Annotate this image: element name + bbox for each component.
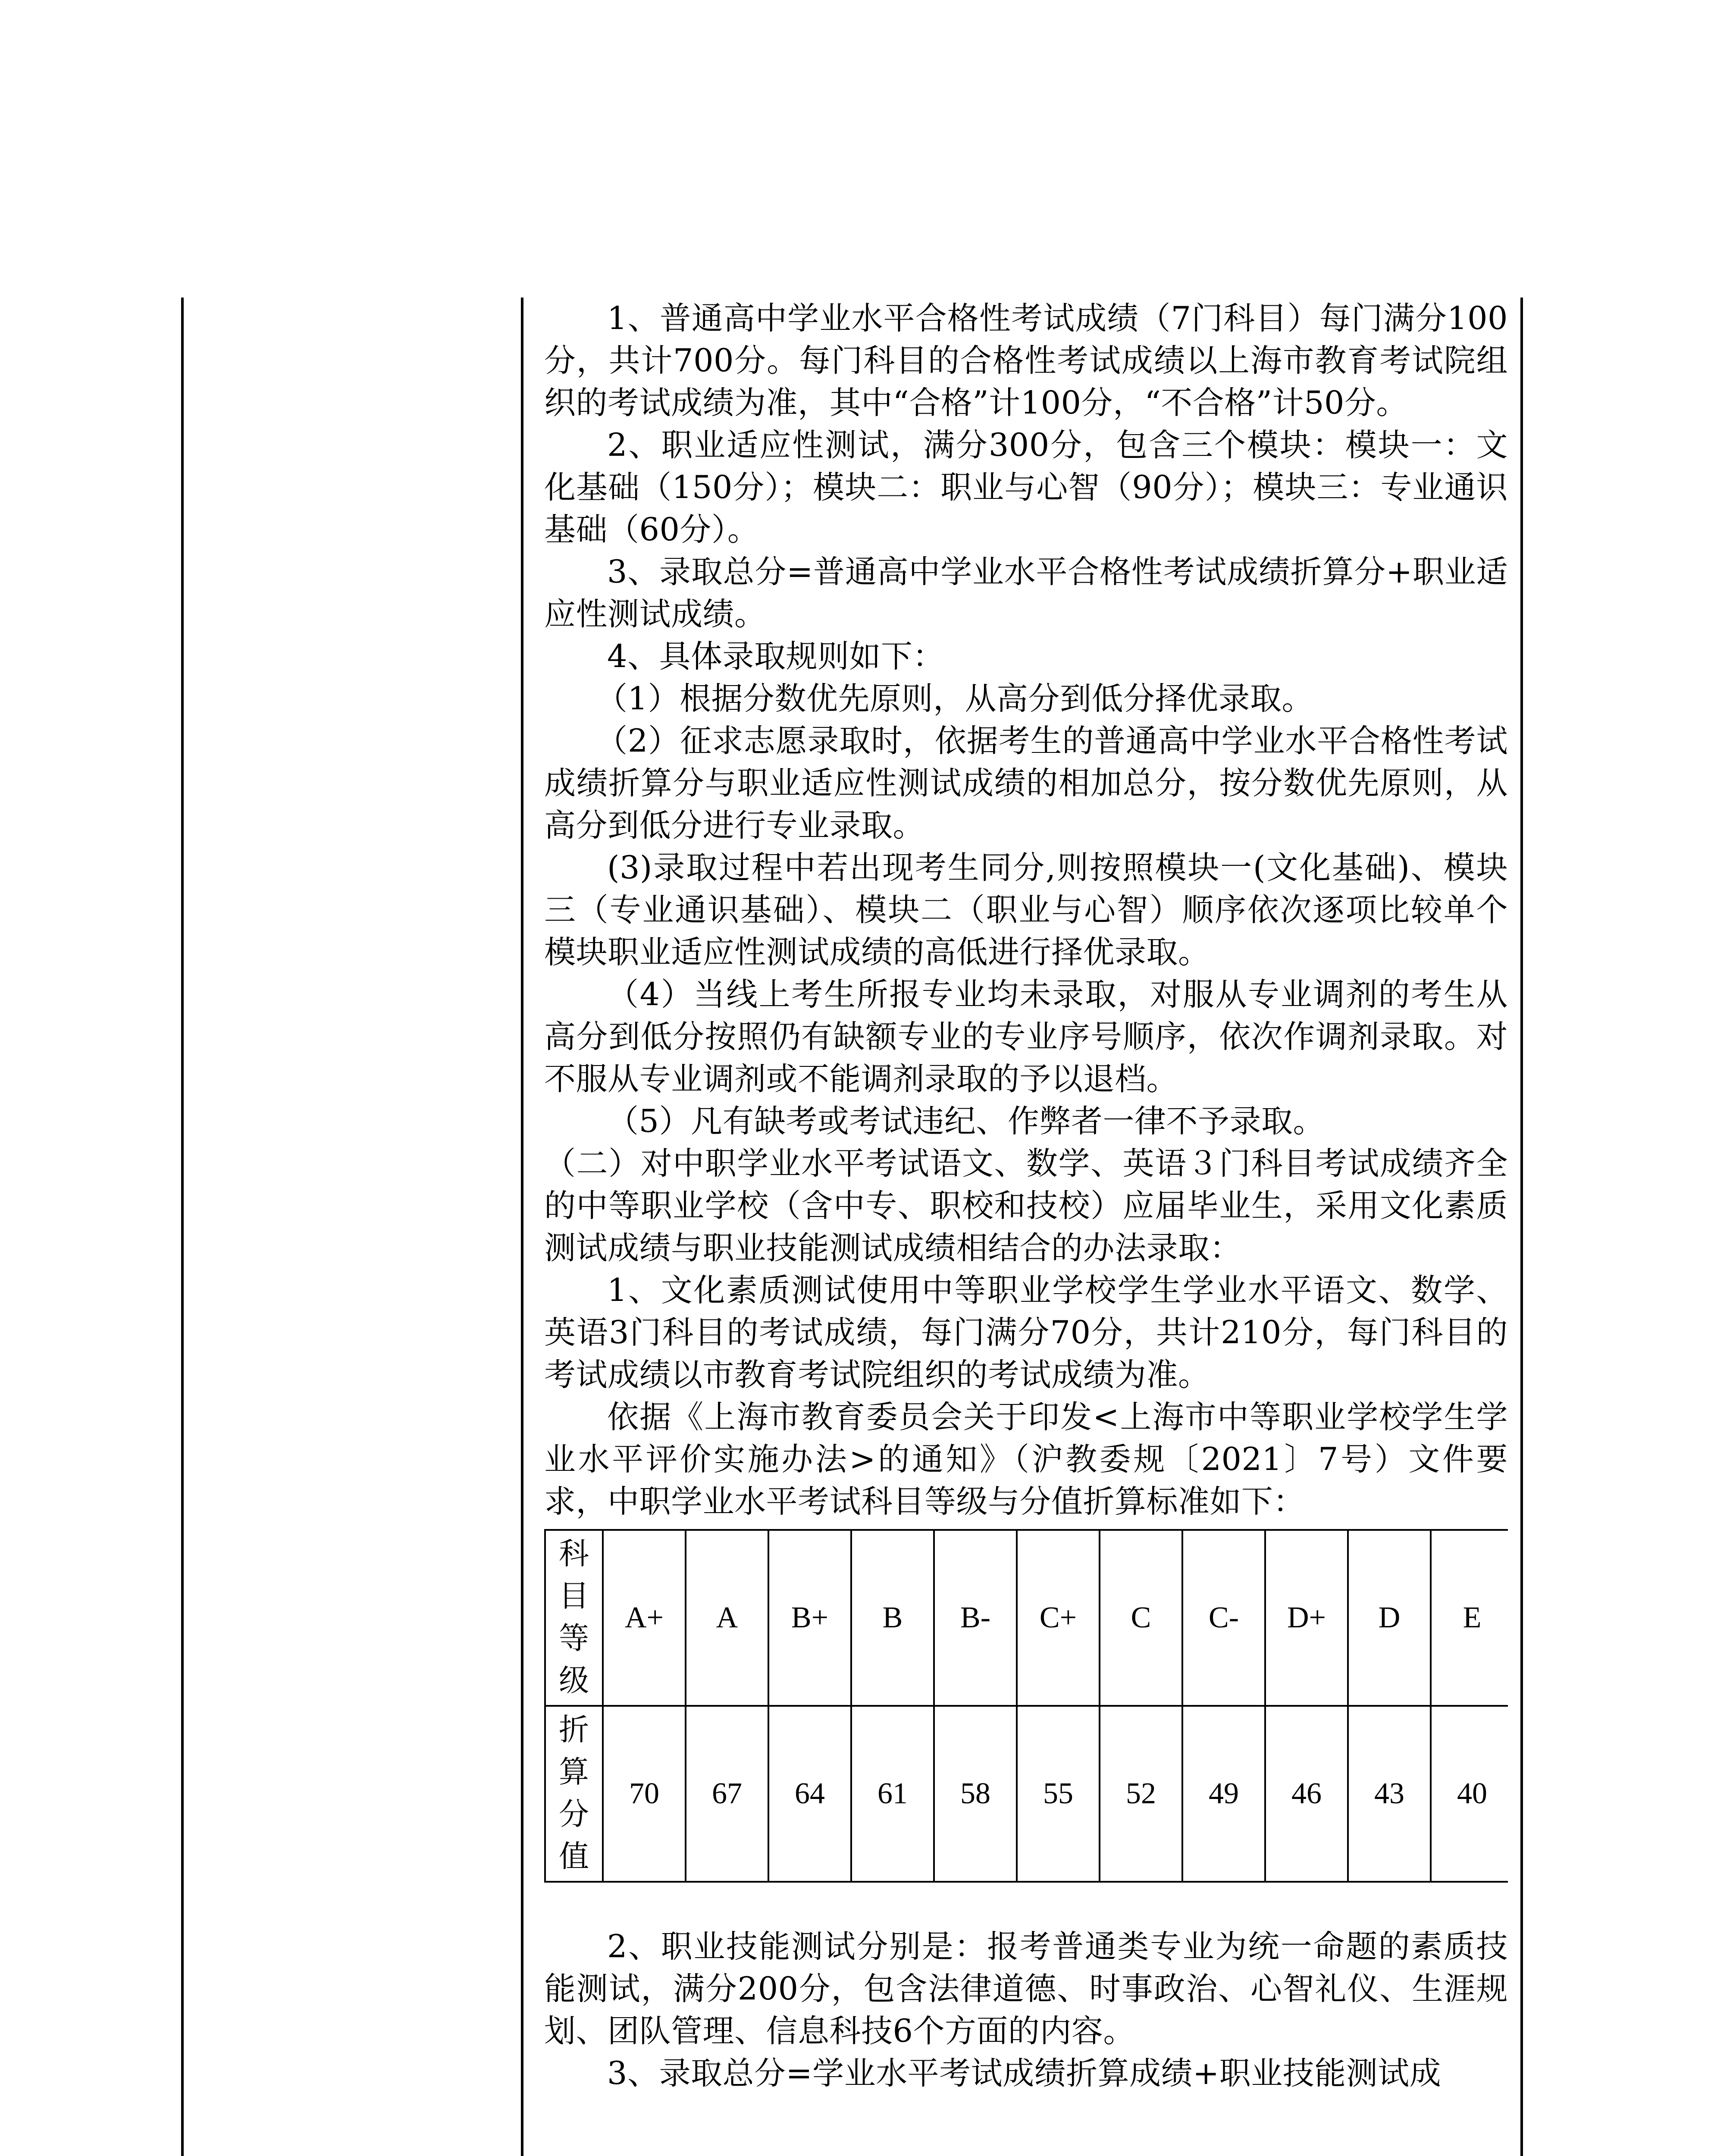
score-cell: 43 bbox=[1348, 1706, 1431, 1882]
score-row bbox=[545, 1706, 1508, 1882]
paragraph: （2）征求志愿录取时，依据考生的普通高中学业水平合格性考试成绩折算分与职业适应性测试成绩的相加总分，按分数优先原则，从高分到低分进行专业录取。 bbox=[544, 723, 1508, 844]
paragraph: （5）凡有缺考或考试违纪、作弊者一律不予录取。 bbox=[607, 1103, 1325, 1140]
grade-cell: D+ bbox=[1265, 1530, 1348, 1706]
grade-cell: A+ bbox=[603, 1530, 686, 1706]
score-cell: 61 bbox=[851, 1706, 934, 1882]
paragraph: 2、职业适应性测试，满分300分，包含三个模块：模块一：文化基础（150分）；模块二：职业与心智（90分）；模块三：专业通识基础（60分）。 bbox=[544, 427, 1508, 548]
score-cell: 58 bbox=[934, 1706, 1017, 1882]
grade-cell: A bbox=[686, 1530, 768, 1706]
admission-rules-content bbox=[544, 298, 1508, 2156]
score-row-header-text: 折算分值 bbox=[559, 1714, 589, 1874]
grade-cell: E bbox=[1431, 1530, 1508, 1706]
paragraph: 4、具体录取规则如下： bbox=[607, 638, 944, 675]
score-cell: 67 bbox=[686, 1706, 768, 1882]
grade-cell: D bbox=[1348, 1530, 1431, 1706]
score-cell: 46 bbox=[1265, 1706, 1348, 1882]
grade-cell: B+ bbox=[768, 1530, 851, 1706]
score-cell: 64 bbox=[768, 1706, 851, 1882]
score-cell: 55 bbox=[1017, 1706, 1100, 1882]
paragraph: 3、录取总分=学业水平考试成绩折算成绩+职业技能测试成 bbox=[607, 2055, 1442, 2092]
grade-row bbox=[545, 1530, 1508, 1706]
grade-cell: C+ bbox=[1017, 1530, 1100, 1706]
score-cell: 49 bbox=[1182, 1706, 1265, 1882]
grade-cell: B bbox=[851, 1530, 934, 1706]
paragraph: (3)录取过程中若出现考生同分,则按照模块一(文化基础)、模块三（专业通识基础）、模块二（职业与心智）顺序依次逐项比较单个模块职业适应性测试成绩的高低进行择优录取。 bbox=[544, 849, 1508, 971]
score-cell: 52 bbox=[1100, 1706, 1182, 1882]
column-divider bbox=[521, 298, 523, 2156]
spacer bbox=[544, 1883, 1508, 1926]
paragraph: （1）根据分数优先原则，从高分到低分择优录取。 bbox=[596, 680, 1313, 717]
paragraphs-before-table bbox=[544, 298, 1508, 1523]
score-cell: 40 bbox=[1431, 1706, 1508, 1882]
paragraph: 依据《上海市教育委员会关于印发<上海市中等职业学校学生学业水平评价实施办法>的通知》（沪教委规〔2021〕7号）文件要求，中职学业水平考试科目等级与分值折算标准如下： bbox=[544, 1399, 1508, 1520]
score-row-header bbox=[545, 1706, 603, 1882]
grade-cell: C- bbox=[1182, 1530, 1265, 1706]
grade-conversion-table bbox=[544, 1529, 1508, 1883]
grade-row-header bbox=[545, 1530, 603, 1706]
grade-row-header-text: 科目等级 bbox=[559, 1538, 589, 1698]
paragraph: （二）对中职学业水平考试语文、数学、英语３门科目考试成绩齐全的中等职业学校（含中专、职校和技校）应届毕业生，采用文化素质测试成绩与职业技能测试成绩相结合的办法录取： bbox=[544, 1145, 1508, 1266]
grade-cell: B- bbox=[934, 1530, 1017, 1706]
paragraphs-after-table bbox=[544, 1926, 1508, 2095]
grade-cell: C bbox=[1100, 1530, 1182, 1706]
score-cell: 70 bbox=[603, 1706, 686, 1882]
paragraph: （4）当线上考生所报专业均未录取，对服从专业调剂的考生从高分到低分按照仍有缺额专业的专业序号顺序，依次作调剂录取。对不服从专业调剂或不能调剂录取的予以退档。 bbox=[544, 976, 1508, 1097]
paragraph: 1、文化素质测试使用中等职业学校学生学业水平语文、数学、英语3门科目的考试成绩，每门满分70分，共计210分，每门科目的考试成绩以市教育考试院组织的考试成绩为准。 bbox=[544, 1272, 1508, 1393]
paragraph: 2、职业技能测试分别是：报考普通类专业为统一命题的素质技能测试，满分200分，包含法律道德、时事政治、心智礼仪、生涯规划、团队管理、信息科技6个方面的内容。 bbox=[544, 1928, 1508, 2049]
paragraph: 1、普通高中学业水平合格性考试成绩（7门科目）每门满分100分，共计700分。每门科目的合格性考试成绩以上海市教育考试院组织的考试成绩为准，其中“合格”计100分，“不合格”计50分。 bbox=[544, 300, 1508, 421]
paragraph: 3、录取总分=普通高中学业水平合格性考试成绩折算分+职业适应性测试成绩。 bbox=[544, 554, 1508, 633]
